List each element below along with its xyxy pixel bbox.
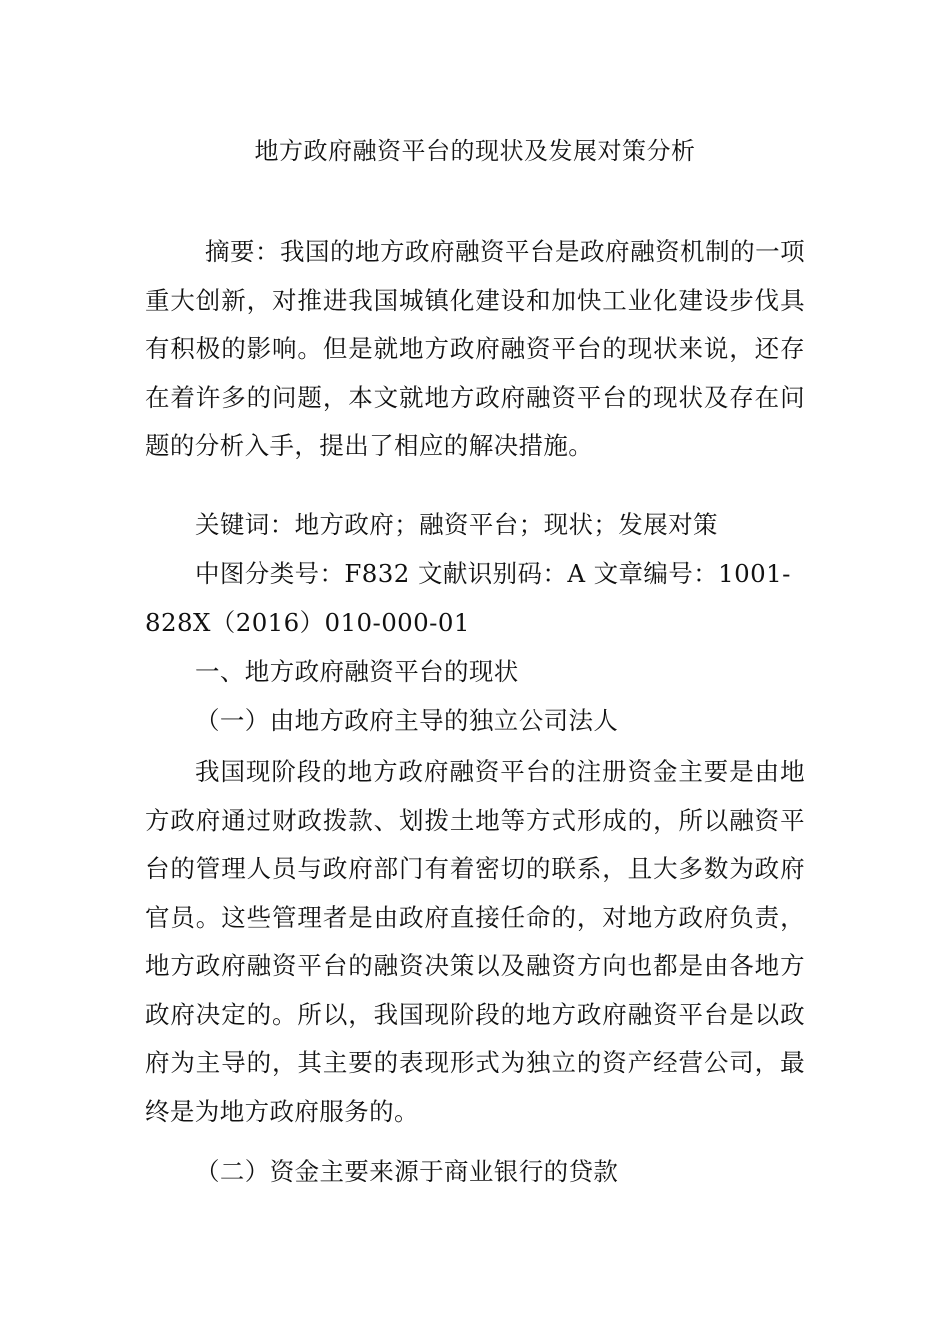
classification-line-1: 中图分类号：F832 文献识别码：A 文章编号：1001- bbox=[195, 559, 791, 588]
section-heading: 一、地方政府融资平台的现状 bbox=[195, 657, 519, 686]
abstract-paragraph: 摘要：我国的地方政府融资平台是政府融资机制的一项重大创新，对推进我国城镇化建设和加快工业化建设步伐具有积极的影响。但是就地方政府融资平台的现状来说，还存在着许多的问题，本文就地方政府融资平台的现状及存在问题的分析入手，提出了相应的解决措施。 bbox=[145, 237, 805, 460]
document-title: 地方政府融资平台的现状及发展对策分析 bbox=[254, 137, 696, 165]
keywords-line: 关键词：地方政府；融资平台；现状；发展对策 bbox=[195, 510, 718, 539]
classification-line-2: 828X（2016）010-000-01 bbox=[145, 608, 470, 637]
subsection-heading-2: （二）资金主要来源于商业银行的贷款 bbox=[195, 1157, 619, 1186]
subsection-heading-1: （一）由地方政府主导的独立公司法人 bbox=[195, 706, 619, 735]
subsection-1-body: 我国现阶段的地方政府融资平台的注册资金主要是由地方政府通过财政拨款、划拨土地等方式形成的，所以融资平台的管理人员与政府部门有着密切的联系，且大多数为政府官员。这些管理者是由政府直接任命的，对地方政府负责，地方政府融资平台的融资决策以及融资方向也都是由各地方政府决定的。所以，我国现阶段的地方政府融资平台是以政府为主导的，其主要的表现形式为独立的资产经营公司，最终是为地方政府服务的。 bbox=[145, 757, 805, 1126]
